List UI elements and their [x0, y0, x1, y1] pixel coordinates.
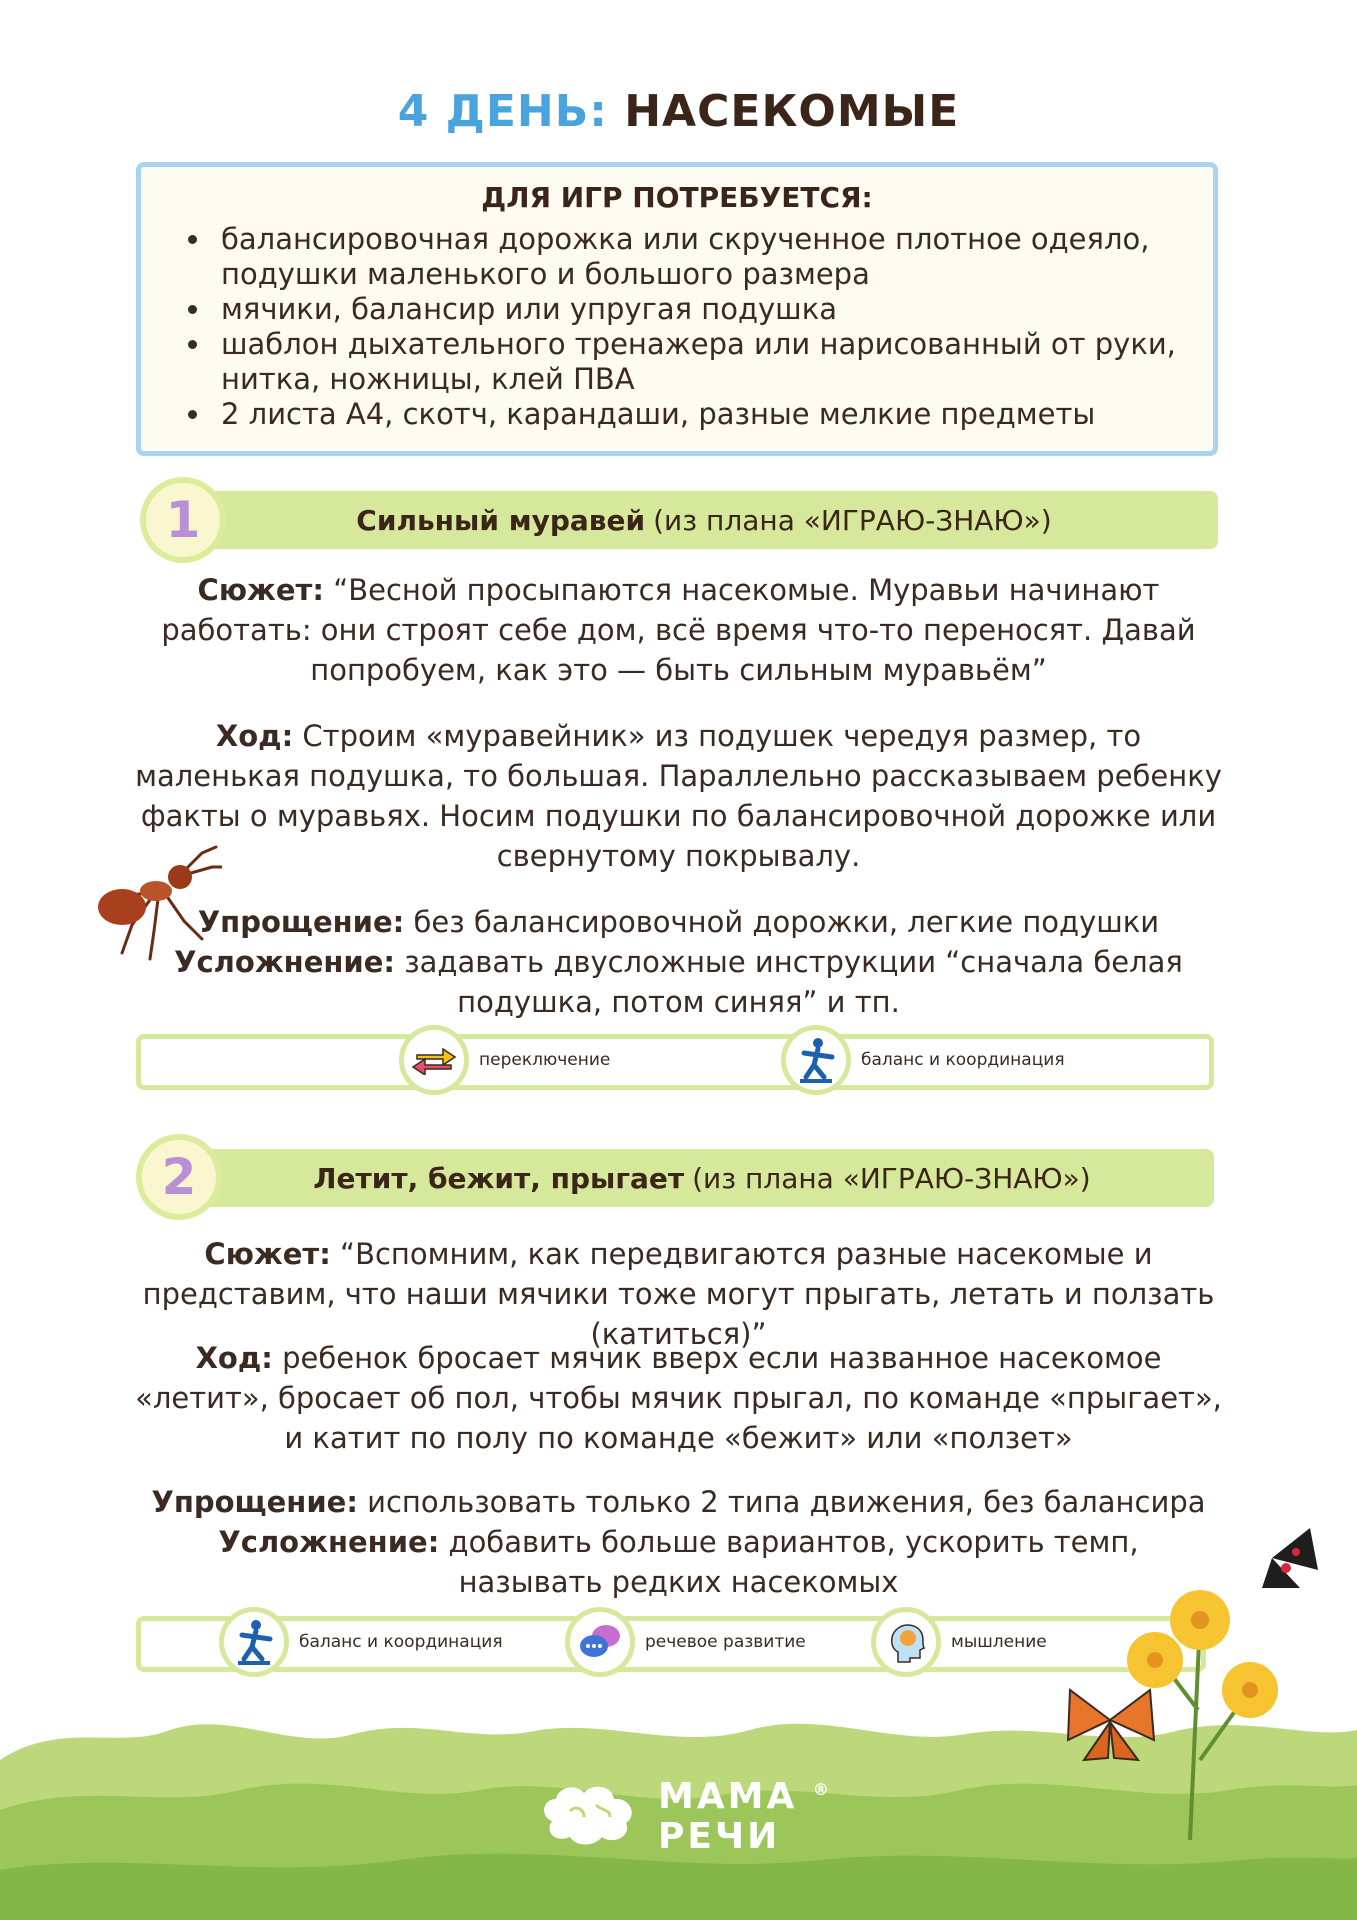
brain-logo-icon	[540, 1781, 640, 1847]
game-2-move	[130, 1338, 1227, 1458]
game-1-skills-bar	[136, 1034, 1214, 1090]
game-2-plot	[130, 1234, 1227, 1354]
skill-thinking	[871, 1607, 1047, 1677]
game-1-number: 1	[140, 477, 226, 563]
balance-person-icon	[219, 1607, 289, 1677]
game-1-simpler	[130, 902, 1227, 942]
head-brain-icon	[871, 1607, 941, 1677]
game-1-harder	[130, 942, 1227, 1022]
logo-line-2: РЕЧИ	[658, 1816, 781, 1857]
balance-person-icon	[781, 1025, 851, 1095]
game-2-source: (из плана «ИГРАЮ-ЗНАЮ»)	[692, 1161, 1091, 1195]
plot-label: Сюжет:	[197, 573, 324, 607]
move-text: ребенок бросает мячик вверх если названное насекомое «летит», бросает об пол, чтобы мячик прыгал, по команде «прыгает», и катит по полу по команде «бежит» или «ползет»	[135, 1341, 1222, 1455]
game-2-number: 2	[136, 1134, 222, 1220]
skill-label: мышление	[951, 1632, 1047, 1652]
logo-registered-mark: ®	[812, 1780, 832, 1799]
logo-text	[658, 1770, 832, 1857]
page-title	[0, 86, 1357, 137]
skill-speech	[565, 1607, 806, 1677]
game-2-skills-bar	[136, 1616, 1206, 1672]
move-text: Строим «муравейник» из подушек чередуя размер, то маленькая подушка, то большая. Параллельно рассказываем ребенку факты о муравьях. Носим подушки по балансировочной дорожке или свернутому покрывалу.	[135, 719, 1222, 873]
game-2-name: Летит, бежит, прыгает	[313, 1161, 685, 1195]
brand-logo	[540, 1770, 832, 1857]
skill-label: переключение	[479, 1050, 611, 1070]
game-1-header	[190, 491, 1218, 549]
logo-line-1: МАМА	[658, 1776, 798, 1817]
game-2-harder	[150, 1522, 1207, 1602]
simpler-text: без балансировочной дорожки, легкие подушки	[413, 905, 1160, 939]
move-label: Ход:	[195, 1341, 273, 1375]
plot-text: “Весной просыпаются насекомые. Муравьи начинают работать: они строят себе дом, всё время что-то переносят. Давай попробуем, как это — быть сильным муравьём”	[161, 573, 1196, 687]
ant-illustration	[92, 835, 222, 965]
materials-item: • шаблон дыхательного тренажера или нарисованный от руки, нитка, ножницы, клей ПВА	[213, 327, 1213, 397]
skill-balance	[781, 1025, 1065, 1095]
materials-list	[141, 222, 1213, 432]
game-1-plot	[130, 570, 1227, 690]
plot-label: Сюжет:	[204, 1237, 331, 1271]
materials-item: • балансировочная дорожка или скрученное плотное одеяло, подушки маленького и большого размера	[213, 222, 1213, 292]
simpler-label: Упрощение:	[151, 1485, 358, 1519]
skill-label: речевое развитие	[645, 1632, 806, 1652]
title-topic: НАСЕКОМЫЕ	[624, 86, 960, 137]
harder-text: добавить больше вариантов, ускорить темп, называть редких насекомых	[448, 1525, 1139, 1599]
skill-label: баланс и координация	[299, 1632, 503, 1652]
simpler-label: Упрощение:	[197, 905, 405, 939]
simpler-text: использовать только 2 типа движения, без балансира	[367, 1485, 1206, 1519]
game-1-move	[130, 716, 1227, 876]
harder-label: Усложнение:	[174, 945, 396, 979]
arrows-switch-icon	[399, 1025, 469, 1095]
materials-item: • 2 листа А4, скотч, карандаши, разные мелкие предметы	[213, 397, 1213, 432]
skill-balance	[219, 1607, 503, 1677]
materials-item: • мячики, балансир или упругая подушка	[213, 292, 1213, 327]
materials-heading: ДЛЯ ИГР ПОТРЕБУЕТСЯ:	[481, 181, 873, 214]
harder-text: задавать двусложные инструкции “сначала белая подушка, потом синяя” и тп.	[404, 945, 1183, 1019]
skill-switching	[399, 1025, 610, 1095]
plot-text: “Вспомним, как передвигаются разные насекомые и представим, что наши мячики тоже могут прыгать, летать и ползать (катиться)”	[142, 1237, 1215, 1351]
harder-label: Усложнение:	[218, 1525, 440, 1559]
materials-box	[136, 162, 1218, 456]
speech-bubbles-icon	[565, 1607, 635, 1677]
game-1-name: Сильный муравей	[356, 503, 646, 537]
game-1-source: (из плана «ИГРАЮ-ЗНАЮ»)	[653, 503, 1052, 537]
game-2-header	[190, 1149, 1214, 1207]
move-label: Ход:	[215, 719, 294, 753]
skill-label: баланс и координация	[861, 1050, 1065, 1070]
flowers-butterflies-illustration	[1050, 1510, 1340, 1850]
title-day: 4 ДЕНЬ:	[397, 86, 608, 137]
